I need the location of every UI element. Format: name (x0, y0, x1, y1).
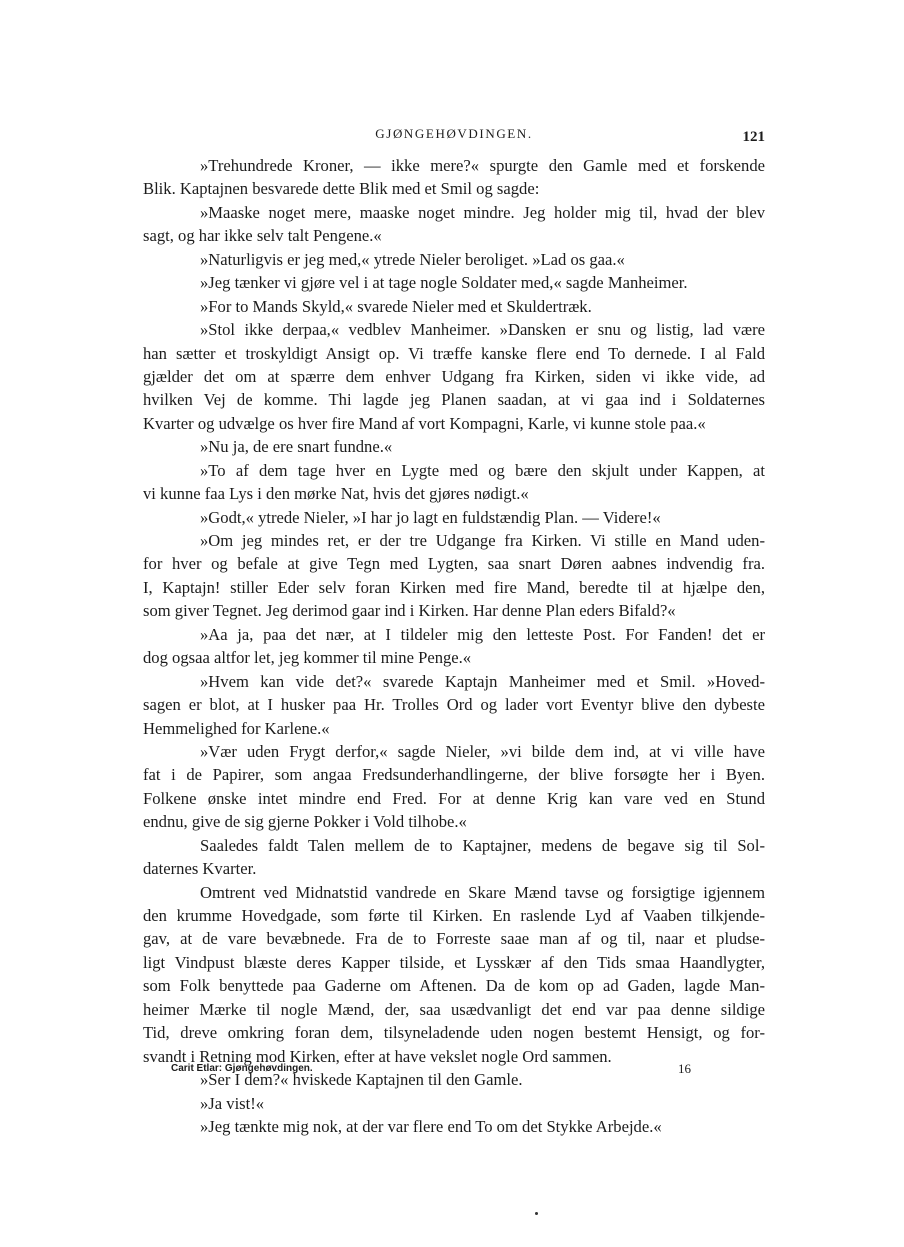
text-line: endnu, give de sig gjerne Pokker i Vold tilhobe.« (143, 812, 467, 832)
text-line: hvilken Vej de komme. Thi lagde jeg Planen saadan, at vi gaa ind i Soldaternes (143, 390, 765, 410)
text-line: »Ser I dem?« hviskede Kaptajnen til den Gamle. (200, 1070, 523, 1090)
text-line: »For to Mands Skyld,« svarede Nieler med et Skuldertræk. (200, 296, 592, 316)
page-header (143, 123, 765, 145)
text-line: Omtrent ved Midnatstid vandrede en Skare Mænd tavse og forsigtige igjennem (200, 882, 765, 902)
text-line: Kvarter og udvælge os hver fire Mand af vort Kompagni, Karle, vi kunne stole paa.« (143, 413, 706, 433)
text-line: som Folk benyttede paa Gaderne om Aftenen. Da de kom op ad Gaden, lagde Man- (143, 976, 765, 996)
text-line: »To af dem tage hver en Lygte med og bære den skjult under Kappen, at (200, 460, 765, 480)
text-line: Hemmelighed for Karlene.« (143, 718, 330, 738)
page-number: 121 (742, 129, 765, 145)
text-line: heimer Mærke til nogle Mænd, der, saa usædvanligt det end var paa denne sildige (143, 999, 765, 1019)
text-line: I, Kaptajn! stiller Eder selv foran Kirken med fire Mand, beredte til at hjælpe den, (143, 577, 765, 597)
printer-signature: Carit Etlar: Gjøngehøvdingen. (171, 1063, 313, 1074)
text-line: »Maaske noget mere, maaske noget mindre. Jeg holder mig til, hvad der blev (200, 202, 765, 222)
text-line: Tid, dreve omkring foran dem, tilsyneladende uden nogen bestemt Hensigt, og for- (143, 1023, 765, 1043)
ink-speck (535, 1212, 538, 1215)
text-line: »Trehundrede Kroner, — ikke mere?« spurgte den Gamle med et forskende (200, 156, 765, 175)
text-line: »Jeg tænker vi gjøre vel i at tage nogle Soldater med,« sagde Manheimer. (200, 273, 688, 293)
text-line: »Stol ikke derpaa,« vedblev Manheimer. »Dansken er snu og listig, lad være (200, 320, 765, 340)
body-text (143, 154, 765, 1138)
text-line: »Hvem kan vide det?« svarede Kaptajn Manheimer med et Smil. »Hoved- (200, 671, 765, 691)
text-line: for hver og befale at give Tegn med Lygten, saa snart Døren aabnes indvendig fra. (143, 554, 765, 574)
text-line: daternes Kvarter. (143, 859, 257, 879)
text-line: fat i de Papirer, som angaa Fredsunderhandlingerne, der blive forsøgte her i Byen. (143, 765, 765, 785)
text-line: ligt Vindpust blæste deres Kapper tilside, et Lysskær af den Tids smaa Haandlygter, (143, 952, 765, 972)
text-line: han sætter et troskyldigt Ansigt op. Vi træffe kanske flere end To dernede. I al Fald (143, 343, 765, 363)
text-line: »Vær uden Frygt derfor,« sagde Nieler, »vi bilde dem ind, at vi ville have (200, 741, 765, 761)
running-title: GJØNGEHØVDINGEN. (375, 126, 533, 141)
text-line: som giver Tegnet. Jeg derimod gaar ind i Kirken. Har denne Plan eders Bifald?« (143, 601, 676, 621)
text-line: sagt, og har ikke selv talt Pengene.« (143, 226, 382, 246)
text-line: »Om jeg mindes ret, er der tre Udgange fra Kirken. Vi stille en Mand uden- (200, 531, 765, 550)
text-line: svandt i Retning mod Kirken, efter at have vekslet nogle Ord sammen. (143, 1046, 612, 1066)
text-line: Blik. Kaptajnen besvarede dette Blik med et Smil og sagde: (143, 179, 540, 199)
text-line: den krumme Hovedgade, som førte til Kirken. En raslende Lyd af Vaaben tilkjende- (143, 906, 765, 925)
text-line: Folkene ønske intet mindre end Fred. For at denne Krig kan vare ved en Stund (143, 788, 765, 808)
sheet-number: 16 (678, 1061, 691, 1076)
page-footer (171, 1059, 691, 1079)
text-line: »Ja vist!« (200, 1093, 265, 1113)
text-line: sagen er blot, at I husker paa Hr. Trolles Ord og lader vort Eventyr blive den dybeste (143, 695, 765, 715)
text-line: gjælder det om at spærre dem enhver Udgang fra Kirken, siden vi ikke vide, ad (143, 366, 765, 386)
text-line: vi kunne faa Lys i den mørke Nat, hvis det gjøres nødigt.« (143, 484, 529, 504)
text-line: gav, at de vare bevæbnede. Fra de to Forreste saae man af og til, naar et pludse- (143, 929, 765, 949)
text-line: »Jeg tænkte mig nok, at der var flere end To om det Stykke Arbejde.« (200, 1116, 662, 1136)
text-line: »Naturligvis er jeg med,« ytrede Nieler beroliget. »Lad os gaa.« (200, 249, 625, 269)
text-line: dog ogsaa altfor let, jeg kommer til mine Penge.« (143, 648, 472, 668)
text-line: »Aa ja, paa det nær, at I tildeler mig den letteste Post. For Fanden! det er (200, 624, 765, 644)
text-line: Saaledes faldt Talen mellem de to Kaptajner, medens de begave sig til Sol- (200, 835, 765, 855)
text-line: »Godt,« ytrede Nieler, »I har jo lagt en fuldstændig Plan. — Videre!« (200, 507, 661, 527)
text-line: »Nu ja, de ere snart fundne.« (200, 437, 393, 457)
